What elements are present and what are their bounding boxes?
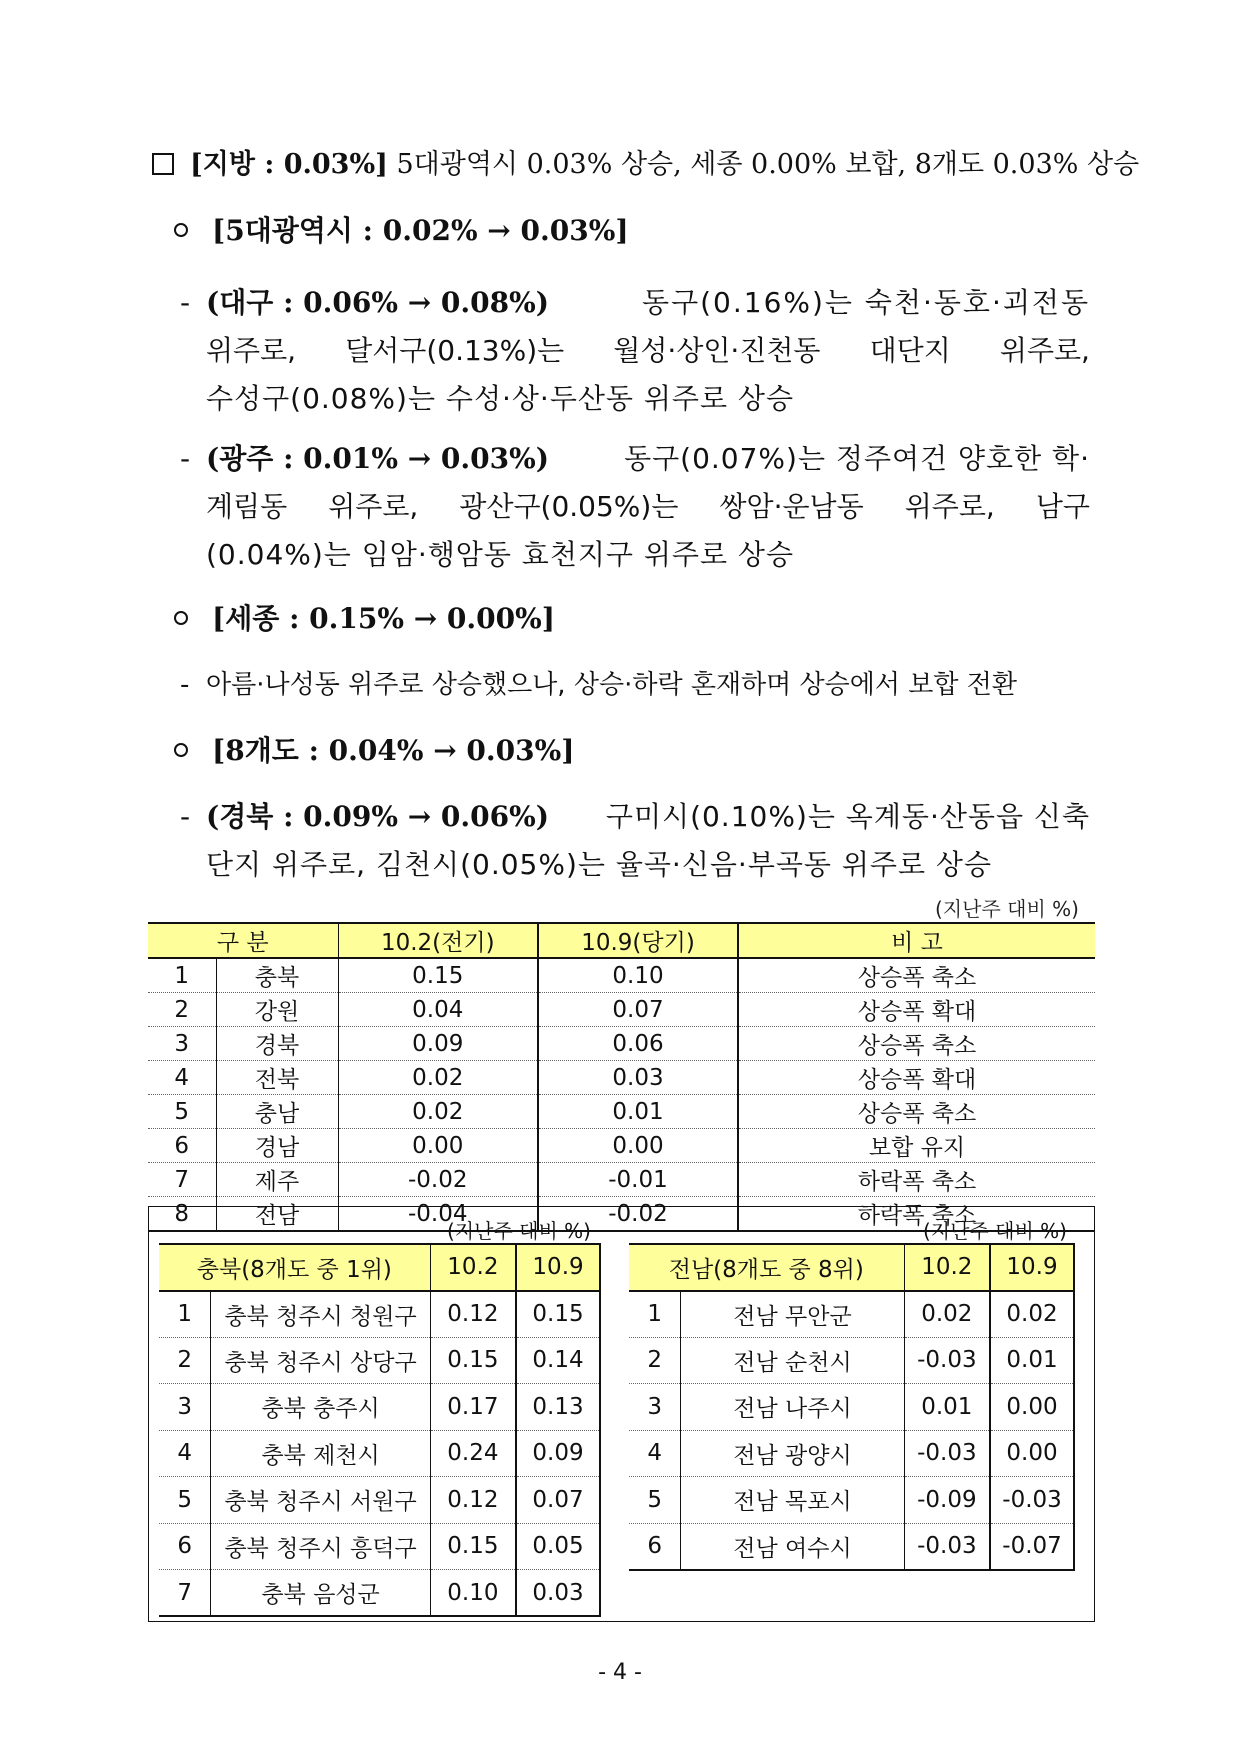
- row-cur: 0.07: [538, 993, 738, 1027]
- metro-header: [174, 214, 629, 248]
- row-rank: 8: [148, 1197, 216, 1232]
- daegu-word: 월성·상인·진천동: [613, 334, 821, 367]
- table-row: [629, 1384, 1074, 1431]
- table-row: [629, 1523, 1074, 1570]
- gwangju-word: 남구: [1035, 490, 1090, 523]
- row-cur: 0.01: [538, 1095, 738, 1129]
- gwangju-line-1-rest: 동구(0.07%)는 정주여건 양호한 학·: [624, 442, 1090, 475]
- row-area: 전남 목포시: [681, 1477, 904, 1524]
- row-area: 충북 청주시 흥덕구: [211, 1523, 430, 1570]
- header-category: 구 분: [148, 923, 338, 958]
- bullet-circle-icon: [174, 743, 188, 757]
- table-row: [629, 1477, 1074, 1524]
- row-rank: 6: [148, 1129, 216, 1163]
- row-region: 강원: [216, 993, 338, 1027]
- row-prev: 0.01: [904, 1384, 990, 1431]
- row-note: 상승폭 축소: [738, 1027, 1095, 1061]
- row-area: 전남 순천시: [681, 1337, 904, 1384]
- unit-note-right: (지난주 대비 %): [923, 1219, 1067, 1243]
- row-region: 경남: [216, 1129, 338, 1163]
- row-note: 상승폭 확대: [738, 993, 1095, 1027]
- dash-bullet: -: [180, 670, 190, 700]
- daegu-word: 달서구(0.13%)는: [345, 334, 565, 367]
- row-cur: 0.00: [990, 1430, 1074, 1477]
- row-prev: -0.02: [338, 1163, 538, 1197]
- row-note: 상승폭 축소: [738, 1095, 1095, 1129]
- row-cur: 0.00: [538, 1129, 738, 1163]
- row-cur: 0.10: [538, 958, 738, 993]
- gwangju-label: (광주 : 0.01% → 0.03%): [206, 442, 549, 475]
- table-row: [148, 1061, 1095, 1095]
- bullet-circle-icon: [174, 223, 188, 237]
- row-prev: 0.10: [430, 1570, 516, 1617]
- row-rank: 4: [629, 1430, 681, 1477]
- jeonnam-col-cur: 10.9: [990, 1244, 1074, 1291]
- row-prev: -0.09: [904, 1477, 990, 1524]
- daegu-word: 대단지: [869, 334, 951, 367]
- daegu-line-2: [206, 334, 1090, 368]
- header-note: 비 고: [738, 923, 1095, 958]
- table-row: [159, 1477, 600, 1524]
- row-area: 충북 음성군: [211, 1570, 430, 1617]
- row-cur: 0.03: [538, 1061, 738, 1095]
- daegu-label: (대구 : 0.06% → 0.08%): [206, 286, 549, 319]
- header-cur: 10.9(당기): [538, 923, 738, 958]
- chungbuk-title: 충북(8개도 중 1위): [159, 1244, 430, 1291]
- unit-note: (지난주 대비 %): [935, 897, 1079, 921]
- chungbuk-col-prev: 10.2: [430, 1244, 516, 1291]
- table-row: [148, 993, 1095, 1027]
- table-row: [159, 1523, 600, 1570]
- row-area: 충북 충주시: [211, 1384, 430, 1431]
- row-prev: 0.12: [430, 1291, 516, 1338]
- row-prev: 0.02: [904, 1291, 990, 1338]
- gwangju-word: 쌍암·운남동: [719, 490, 864, 523]
- gwangju-word: 위주로,: [904, 490, 995, 523]
- jeonnam-title: 전남(8개도 중 8위): [629, 1244, 904, 1291]
- row-note: 상승폭 확대: [738, 1061, 1095, 1095]
- gyeongbuk-line-1: [180, 800, 1090, 834]
- row-rank: 1: [159, 1291, 211, 1338]
- gwangju-line-3: (0.04%)는 임암·행암동 효천지구 위주로 상승: [206, 538, 795, 571]
- row-cur: -0.07: [990, 1523, 1074, 1570]
- gyeongbuk-line-2: 단지 위주로, 김천시(0.05%)는 율곡·신음·부곡동 위주로 상승: [206, 848, 993, 881]
- gwangju-word: 계림동: [206, 490, 288, 523]
- jeonnam-col-prev: 10.2: [904, 1244, 990, 1291]
- row-rank: 6: [159, 1523, 211, 1570]
- row-rank: 6: [629, 1523, 681, 1570]
- row-prev: 0.09: [338, 1027, 538, 1061]
- row-rank: 1: [629, 1291, 681, 1338]
- heading-label: [지방 : 0.03%]: [190, 149, 388, 180]
- gwangju-line-1: [180, 442, 1090, 476]
- provinces-header: [174, 734, 574, 768]
- heading-text: 5대광역시 0.03% 상승, 세종 0.00% 보합, 8개도 0.03% 상승: [396, 149, 1140, 180]
- row-area: 충북 청주시 상당구: [211, 1337, 430, 1384]
- row-region: 경북: [216, 1027, 338, 1061]
- daegu-line-3: 수성구(0.08%)는 수성·상·두산동 위주로 상승: [206, 382, 795, 415]
- gwangju-word: 광산구(0.05%)는: [459, 490, 679, 523]
- row-cur: 0.05: [516, 1523, 600, 1570]
- dash-bullet: -: [180, 286, 191, 319]
- row-region: 충북: [216, 958, 338, 993]
- gyeongbuk-line-1-rest: 구미시(0.10%)는 옥계동·산동읍 신축: [605, 800, 1090, 833]
- row-prev: -0.03: [904, 1337, 990, 1384]
- daegu-word: 위주로,: [206, 334, 297, 367]
- sejong-header-text: [세종 : 0.15% → 0.00%]: [212, 602, 555, 635]
- row-rank: 3: [159, 1384, 211, 1431]
- row-cur: 0.06: [538, 1027, 738, 1061]
- row-note: 보합 유지: [738, 1129, 1095, 1163]
- row-prev: -0.03: [904, 1523, 990, 1570]
- row-cur: 0.01: [990, 1337, 1074, 1384]
- row-prev: 0.02: [338, 1061, 538, 1095]
- table-row: [148, 1129, 1095, 1163]
- row-rank: 4: [148, 1061, 216, 1095]
- row-prev: 0.00: [338, 1129, 538, 1163]
- row-cur: -0.01: [538, 1163, 738, 1197]
- table-row: [159, 1337, 600, 1384]
- row-prev: -0.04: [338, 1197, 538, 1232]
- row-area: 충북 제천시: [211, 1430, 430, 1477]
- table-row: [159, 1430, 600, 1477]
- table-row: [148, 958, 1095, 993]
- row-rank: 5: [159, 1477, 211, 1524]
- sejong-line: [180, 668, 1017, 702]
- row-cur: 0.09: [516, 1430, 600, 1477]
- row-area: 충북 청주시 청원구: [211, 1291, 430, 1338]
- row-cur: 0.14: [516, 1337, 600, 1384]
- metro-header-text: [5대광역시 : 0.02% → 0.03%]: [212, 214, 629, 247]
- row-rank: 5: [629, 1477, 681, 1524]
- row-region: 전남: [216, 1197, 338, 1232]
- row-region: 제주: [216, 1163, 338, 1197]
- daegu-word: 위주로,: [999, 334, 1090, 367]
- row-prev: 0.04: [338, 993, 538, 1027]
- province-table: [148, 922, 1095, 1232]
- dash-bullet: -: [180, 800, 191, 833]
- row-rank: 5: [148, 1095, 216, 1129]
- page-number: - 4 -: [598, 1660, 642, 1685]
- row-rank: 3: [148, 1027, 216, 1061]
- row-prev: 0.15: [430, 1523, 516, 1570]
- row-prev: 0.12: [430, 1477, 516, 1524]
- sejong-text: 아름·나성동 위주로 상승했으나, 상승·하락 혼재하며 상승에서 보합 전환: [206, 670, 1018, 700]
- row-rank: 2: [159, 1337, 211, 1384]
- row-region: 충남: [216, 1095, 338, 1129]
- table-row: [629, 1430, 1074, 1477]
- row-prev: 0.15: [338, 958, 538, 993]
- dash-bullet: -: [180, 442, 191, 475]
- row-note: 하락폭 축소: [738, 1163, 1095, 1197]
- daegu-line-1: [180, 286, 1090, 320]
- row-rank: 7: [148, 1163, 216, 1197]
- chungbuk-col-cur: 10.9: [516, 1244, 600, 1291]
- row-area: 전남 나주시: [681, 1384, 904, 1431]
- provinces-header-text: [8개도 : 0.04% → 0.03%]: [212, 734, 575, 767]
- section-heading: [152, 148, 1139, 182]
- table-row: [159, 1384, 600, 1431]
- table-row: [148, 1027, 1095, 1061]
- row-cur: 0.13: [516, 1384, 600, 1431]
- row-prev: 0.15: [430, 1337, 516, 1384]
- sub-tables-container: [148, 1206, 1095, 1622]
- row-cur: 0.00: [990, 1384, 1074, 1431]
- sejong-header: [174, 602, 555, 636]
- row-rank: 1: [148, 958, 216, 993]
- row-prev: 0.24: [430, 1430, 516, 1477]
- row-prev: 0.02: [338, 1095, 538, 1129]
- row-prev: -0.03: [904, 1430, 990, 1477]
- row-prev: 0.17: [430, 1384, 516, 1431]
- row-area: 전남 광양시: [681, 1430, 904, 1477]
- row-area: 전남 무안군: [681, 1291, 904, 1338]
- row-cur: 0.02: [990, 1291, 1074, 1338]
- row-rank: 2: [629, 1337, 681, 1384]
- table-row: [629, 1337, 1074, 1384]
- row-note: 하락폭 축소: [738, 1197, 1095, 1232]
- table-row: [148, 1163, 1095, 1197]
- checkbox-square-icon: [152, 153, 174, 175]
- header-prev: 10.2(전기): [338, 923, 538, 958]
- row-rank: 7: [159, 1570, 211, 1617]
- row-cur: 0.03: [516, 1570, 600, 1617]
- chungbuk-table: [159, 1243, 601, 1617]
- gwangju-word: 위주로,: [328, 490, 419, 523]
- jeonnam-table: [629, 1243, 1075, 1571]
- row-region: 전북: [216, 1061, 338, 1095]
- table-row: [159, 1291, 600, 1338]
- gwangju-line-2: [206, 490, 1090, 524]
- row-cur: -0.03: [990, 1477, 1074, 1524]
- table-row: [148, 1095, 1095, 1129]
- table-row: [629, 1291, 1074, 1338]
- row-rank: 4: [159, 1430, 211, 1477]
- row-cur: 0.15: [516, 1291, 600, 1338]
- unit-note-left: (지난주 대비 %): [447, 1219, 591, 1243]
- daegu-line-1-rest: 동구(0.16%)는 숙천·동호·괴전동: [642, 286, 1090, 319]
- row-rank: 3: [629, 1384, 681, 1431]
- table-row: [159, 1570, 600, 1617]
- row-area: 충북 청주시 서원구: [211, 1477, 430, 1524]
- row-cur: -0.02: [538, 1197, 738, 1232]
- row-cur: 0.07: [516, 1477, 600, 1524]
- row-note: 상승폭 축소: [738, 958, 1095, 993]
- row-area: 전남 여수시: [681, 1523, 904, 1570]
- row-rank: 2: [148, 993, 216, 1027]
- gyeongbuk-label: (경북 : 0.09% → 0.06%): [206, 800, 549, 833]
- bullet-circle-icon: [174, 611, 188, 625]
